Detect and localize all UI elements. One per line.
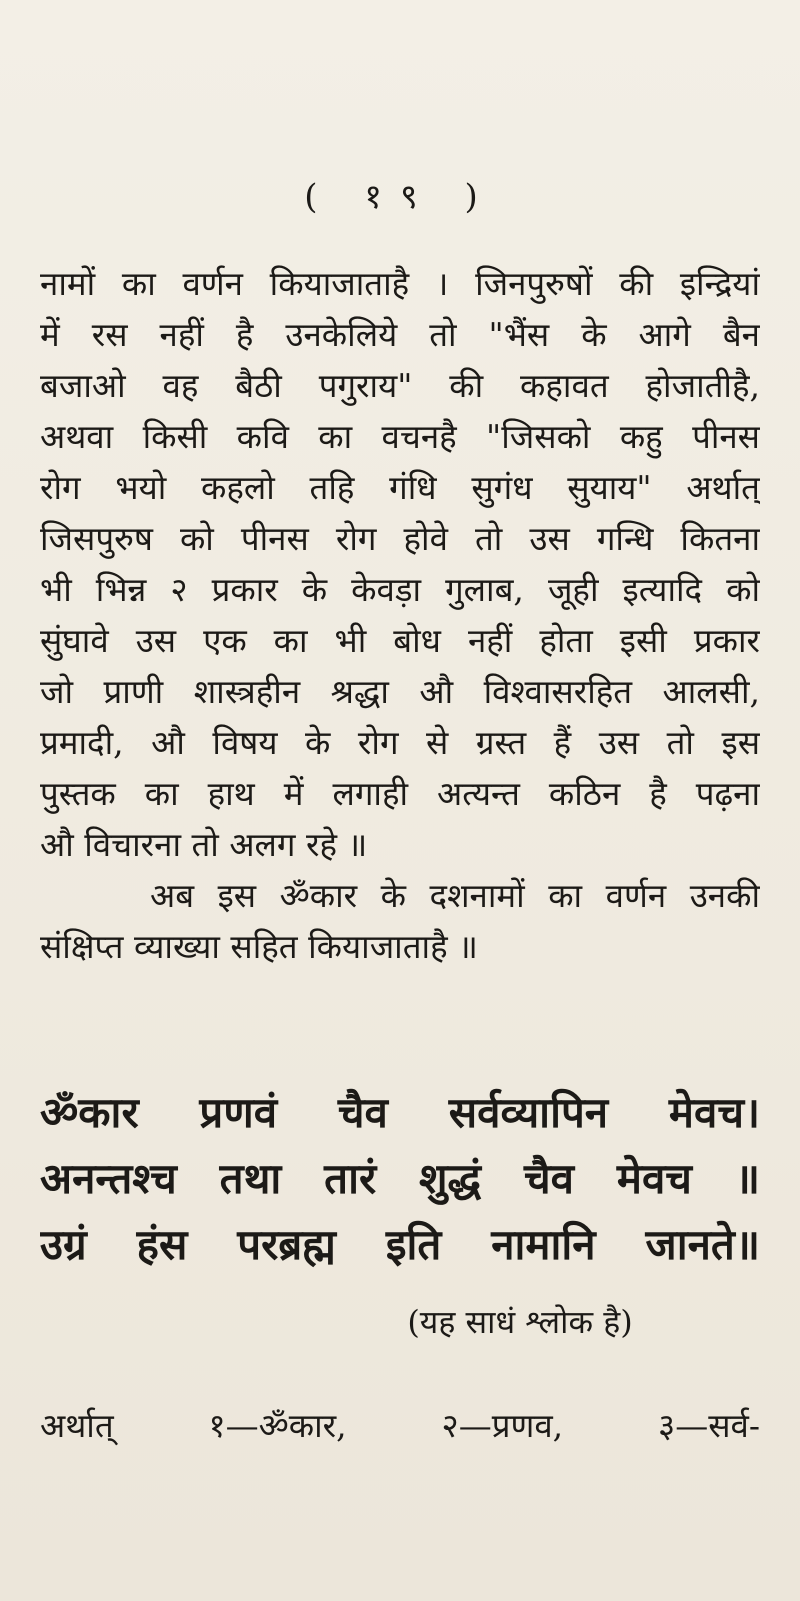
text-line: प्रमादी, औ विषय के रोग से ग्रस्त हैं उस तो इस: [40, 723, 760, 762]
text-line: पुस्तक का हाथ में लगाही अत्यन्त कठिन है पढ़ना: [40, 774, 760, 813]
final-text-line: अर्थात् १—ॐकार, २—प्रणव, ३—सर्व-: [40, 1406, 760, 1445]
main-text: [40, 258, 760, 972]
page-number: ( १९ ): [304, 177, 496, 217]
verse-note: (यह साधं श्लोक है): [407, 1303, 633, 1341]
text-line: रोग भयो कहलो तहि गंधि सुगंध सुयाय" अर्थात्: [40, 468, 760, 507]
verse-line: उग्रं हंस परब्रह्म इति नामानि जानते॥: [40, 1220, 760, 1269]
text-line: नामों का वर्णन कियाजाताहै । जिनपुरुषों की इन्द्रियां: [40, 264, 760, 303]
text-line: अथवा किसी कवि का वचनहै "जिसको कहु पीनस: [40, 417, 760, 456]
text-line: सुंघावे उस एक का भी बोध नहीं होता इसी प्रकार: [40, 621, 760, 660]
text-line: अब इस ॐकार के दशनामों का वर्णन उनकी: [150, 876, 760, 915]
text-line: में रस नहीं है उनकेलिये तो "भैंस के आगे बैन: [40, 315, 760, 354]
text-line: संक्षिप्त व्याख्या सहित कियाजाताहै ॥: [40, 927, 478, 966]
sanskrit-verse: [40, 1080, 760, 1278]
verse-line: अनन्तश्च तथा तारं शुद्धं चैव मेवच ॥: [40, 1154, 760, 1203]
text-line: जो प्राणी शास्त्रहीन श्रद्धा औ विश्वासरहित आलसी,: [40, 672, 760, 711]
text-line: औ विचारना तो अलग रहे ॥: [40, 825, 368, 864]
text-line: भी भिन्न २ प्रकार के केवड़ा गुलाब, जूही इत्यादि को: [40, 570, 760, 609]
verse-line: ॐकार प्रणवं चैव सर्वव्यापिन मेवच।: [40, 1088, 760, 1137]
text-line: जिसपुरुष को पीनस रोग होवे तो उस गन्धि कितना: [40, 519, 760, 558]
text-line: बजाओ वह बैठी पगुराय" की कहावत होजातीहै,: [40, 366, 760, 405]
